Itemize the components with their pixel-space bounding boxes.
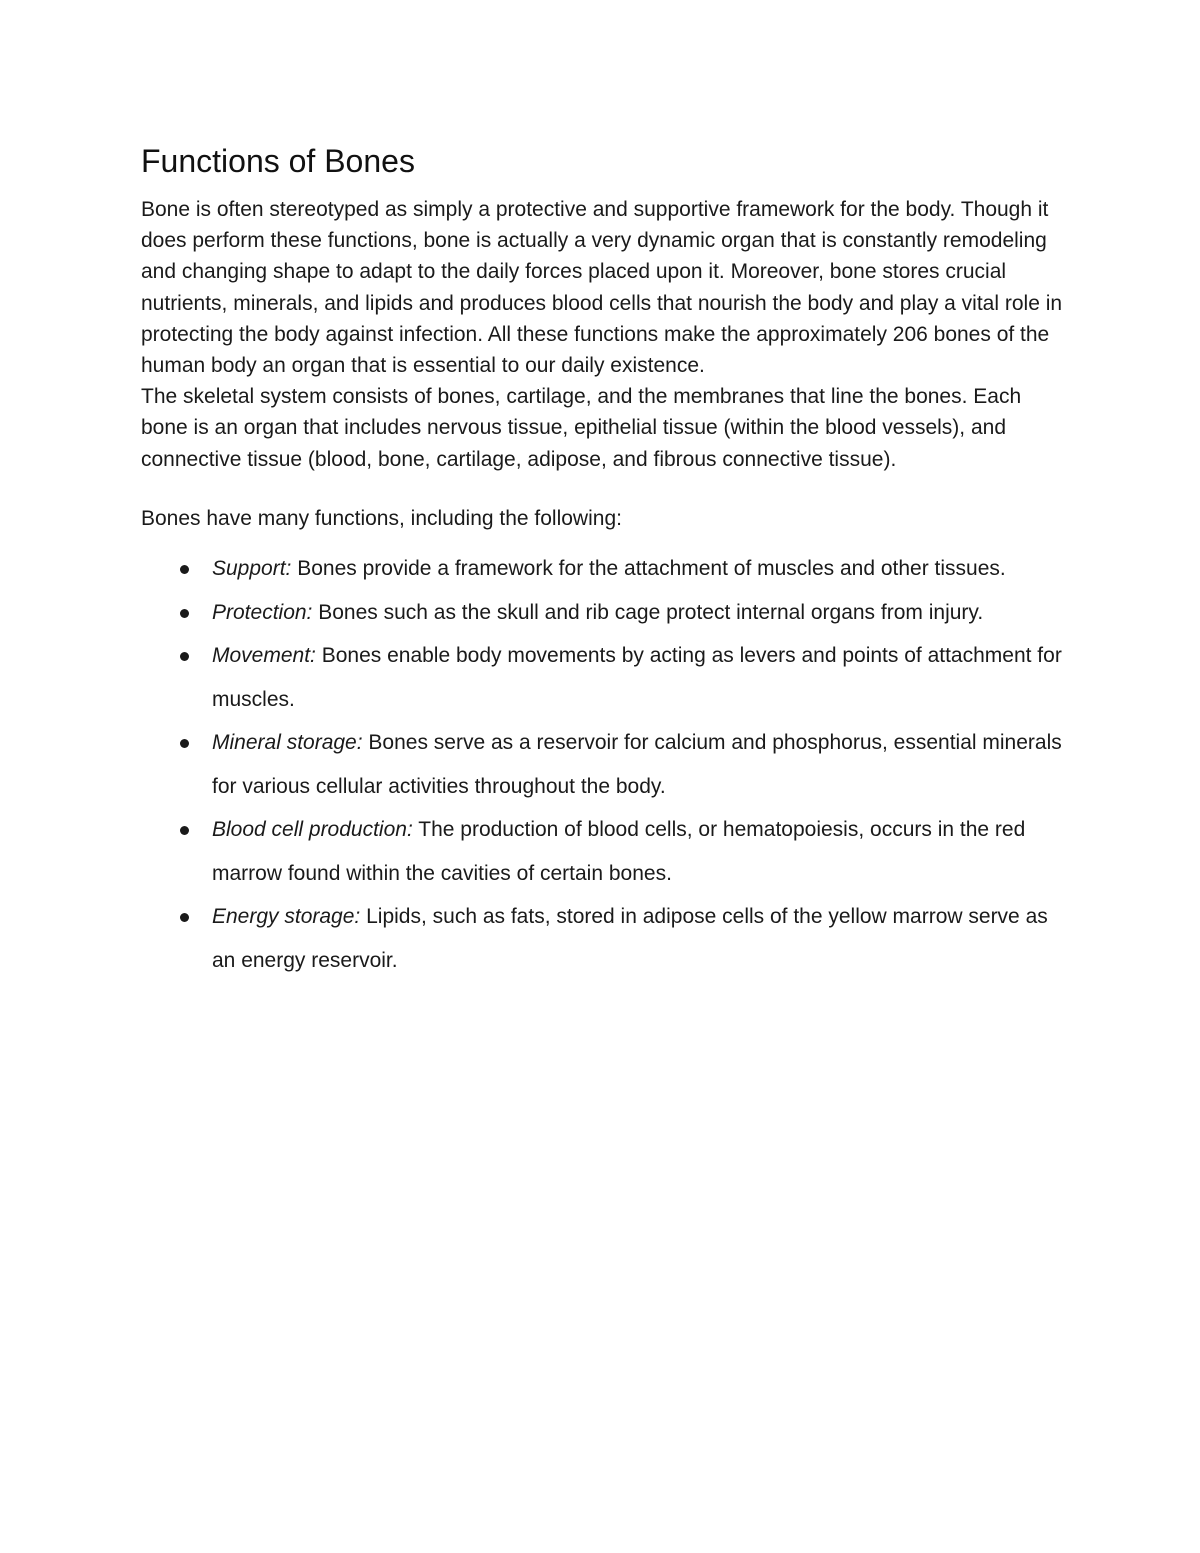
list-item bbox=[141, 808, 1072, 895]
list-item bbox=[141, 895, 1072, 982]
function-term: Protection: bbox=[212, 600, 313, 624]
bullet-icon bbox=[180, 609, 189, 618]
function-term: Mineral storage: bbox=[212, 731, 363, 755]
bullet-icon bbox=[180, 826, 189, 835]
intro-paragraph: Bone is often stereotyped as simply a protective and supportive framework for the body. Though it does perform these functions, bone is actually a very dynamic organ that is constantly remodeling and changing shape to adapt to the daily forces placed upon it. Moreover, bone stores crucial nutrients, minerals, and lipids and produces blood cells that nourish the body and play a vital role in protecting the body against infection. All these functions make the approximately 206 bones of the human body an organ that is essential to our daily existence. bbox=[141, 198, 1063, 378]
bullet-icon bbox=[180, 652, 189, 661]
list-item bbox=[141, 721, 1072, 808]
bullet-icon bbox=[180, 739, 189, 748]
document-page bbox=[141, 138, 1066, 982]
function-description: Bones such as the skull and rib cage protect internal organs from injury. bbox=[312, 600, 984, 624]
list-item bbox=[141, 634, 1072, 721]
function-description: The production of blood cells, or hematopoiesis, occurs in the red marrow found within the cavities of certain bones. bbox=[212, 818, 1026, 885]
function-description: Bones provide a framework for the attachment of muscles and other tissues. bbox=[291, 557, 1006, 581]
functions-list bbox=[141, 547, 1066, 982]
bullet-icon bbox=[180, 565, 189, 574]
function-term: Blood cell production: bbox=[212, 818, 413, 842]
function-description: Bones enable body movements by acting as levers and points of attachment for muscles. bbox=[212, 644, 1062, 711]
function-term: Energy storage: bbox=[212, 905, 361, 929]
list-intro: Bones have many functions, including the following: bbox=[141, 506, 622, 530]
function-term: Movement: bbox=[212, 644, 316, 668]
skeletal-system-paragraph: The skeletal system consists of bones, cartilage, and the membranes that line the bones. Each bone is an organ that includes nervous tissue, epithelial tissue (within the blood vessels), and connective tissue (blood, bone, cartilage, adipose, and fibrous connective tissue). bbox=[141, 385, 1022, 471]
page-title: Functions of Bones bbox=[141, 143, 415, 179]
list-item bbox=[141, 547, 1072, 591]
function-description: Bones serve as a reservoir for calcium and phosphorus, essential minerals for various cellular activities throughout the body. bbox=[212, 731, 1062, 798]
list-item bbox=[141, 591, 1072, 635]
function-description: Lipids, such as fats, stored in adipose cells of the yellow marrow serve as an energy reservoir. bbox=[212, 905, 1048, 972]
bullet-icon bbox=[180, 913, 189, 922]
function-term: Support: bbox=[212, 557, 292, 581]
